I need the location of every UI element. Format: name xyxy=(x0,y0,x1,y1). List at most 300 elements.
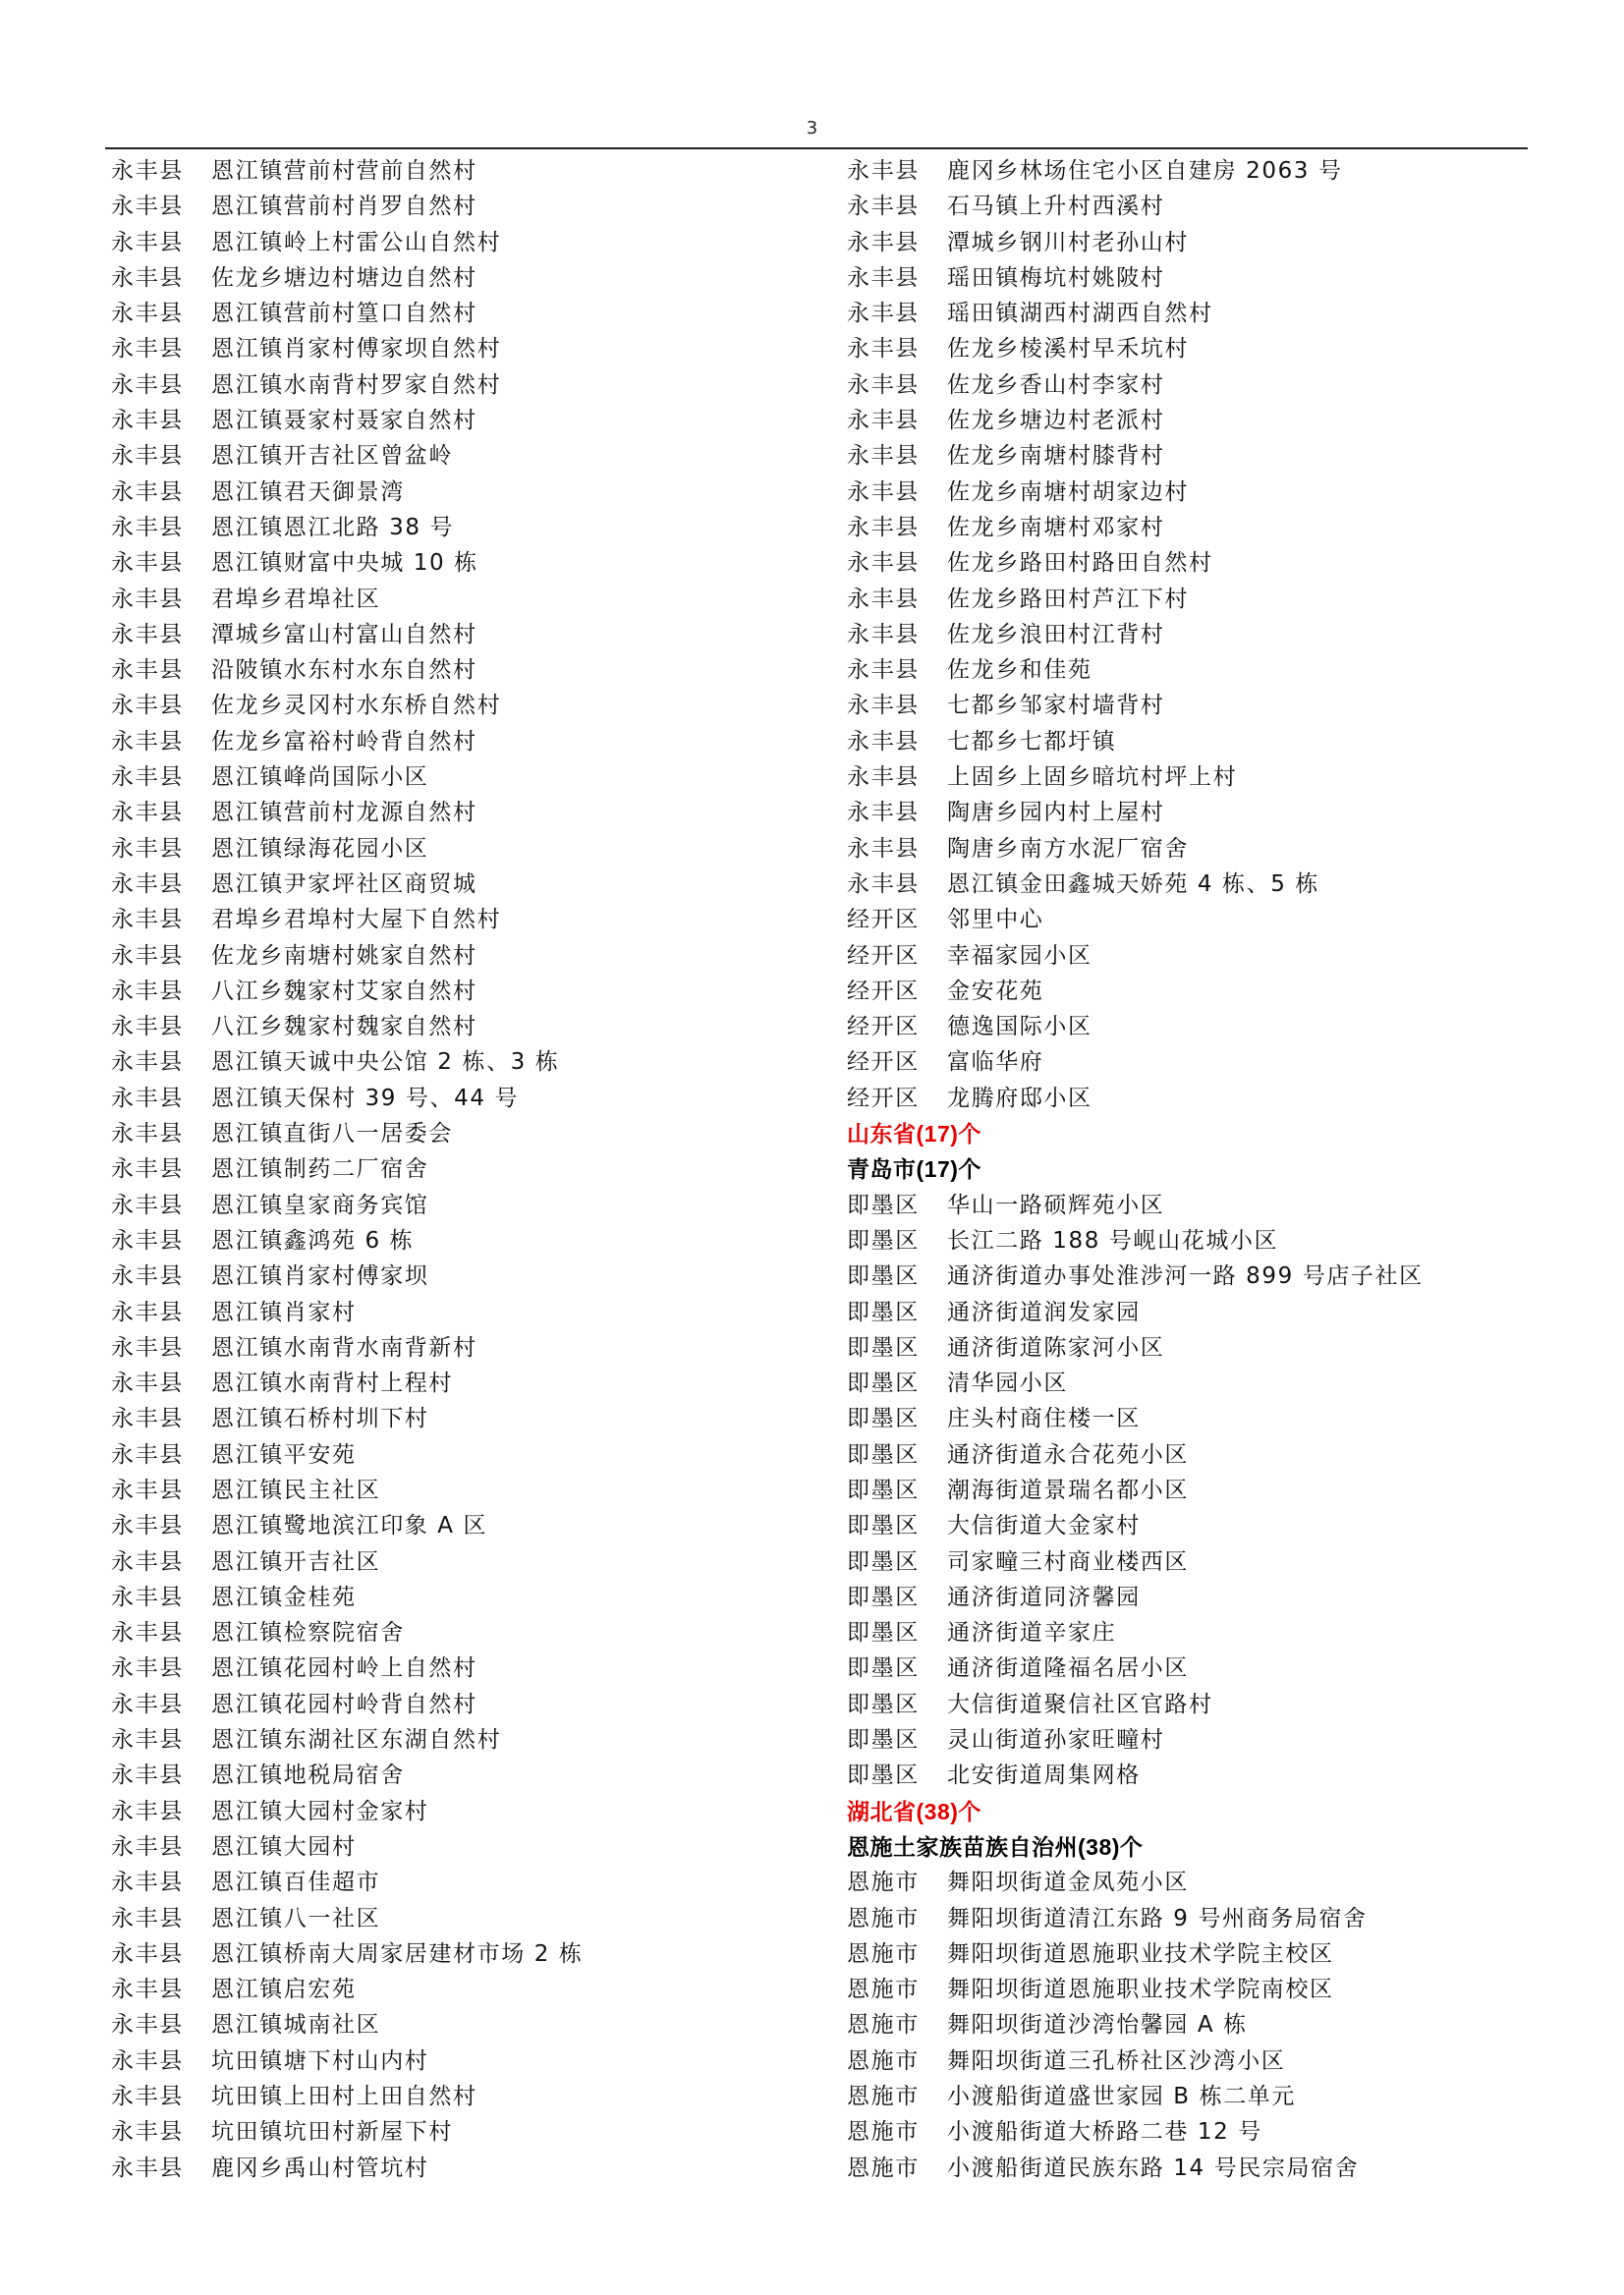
list-item xyxy=(111,1009,838,1044)
county-name: 永丰县 xyxy=(847,478,920,505)
county-name: 永丰县 xyxy=(111,1334,184,1361)
list-item xyxy=(847,1651,1525,1686)
county-name: 永丰县 xyxy=(111,514,184,540)
list-item xyxy=(847,1901,1525,1936)
right-column xyxy=(847,153,1525,2186)
list-item xyxy=(111,1508,838,1543)
address: 八江乡魏家村艾家自然村 xyxy=(211,978,477,1004)
address: 舞阳坝街道清江东路 9 号州商务局宿舍 xyxy=(947,1905,1368,1931)
list-item xyxy=(111,367,838,403)
address: 恩江镇恩江北路 38 号 xyxy=(211,514,455,540)
county-name: 永丰县 xyxy=(111,1655,184,1682)
address: 华山一路硕辉苑小区 xyxy=(947,1192,1165,1218)
address: 七都乡七都圩镇 xyxy=(947,728,1117,755)
address: 君埠乡君埠村大屋下自然村 xyxy=(211,907,502,933)
address: 舞阳坝街道恩施职业技术学院主校区 xyxy=(947,1940,1334,1967)
list-item xyxy=(847,2043,1525,2079)
list-item xyxy=(111,2079,838,2114)
address: 北安街道周集网格 xyxy=(947,1763,1141,1789)
county-name: 永丰县 xyxy=(111,336,184,363)
province-heading: 山东省(17)个 xyxy=(847,1121,981,1148)
county-name: 永丰县 xyxy=(847,870,920,897)
address: 潭城乡钢川村老孙山村 xyxy=(947,229,1189,255)
address: 恩江镇君天御景湾 xyxy=(211,478,405,505)
address: 小渡船街道盛世家园 B 栋二单元 xyxy=(947,2084,1297,2110)
list-item xyxy=(847,1508,1525,1543)
address: 恩江镇大园村 xyxy=(211,1833,357,1860)
list-item xyxy=(111,1259,838,1294)
address: 恩江镇开吉社区曾盆岭 xyxy=(211,443,453,470)
list-item xyxy=(111,260,838,296)
list-item xyxy=(847,1580,1525,1615)
county-name: 永丰县 xyxy=(111,1940,184,1967)
county-name: 永丰县 xyxy=(111,942,184,969)
list-item xyxy=(111,403,838,438)
list-item xyxy=(847,2079,1525,2114)
list-item xyxy=(111,2114,838,2150)
address: 恩江镇水南背村上程村 xyxy=(211,1371,453,1397)
list-item xyxy=(111,688,838,723)
county-name: 即墨区 xyxy=(847,1727,920,1754)
county-name: 永丰县 xyxy=(847,408,920,434)
list-item xyxy=(847,1437,1525,1473)
address: 舞阳坝街道沙湾怡馨园 A 栋 xyxy=(947,2012,1248,2039)
list-item xyxy=(111,1223,838,1259)
county-name: 永丰县 xyxy=(847,301,920,327)
list-item xyxy=(111,1116,838,1151)
county-name: 永丰县 xyxy=(111,870,184,897)
county-name: 恩施市 xyxy=(847,2012,920,2039)
list-item xyxy=(111,1722,838,1758)
list-item xyxy=(111,1473,838,1508)
county-name: 恩施市 xyxy=(847,1870,920,1896)
county-name: 恩施市 xyxy=(847,2084,920,2110)
county-name: 即墨区 xyxy=(847,1584,920,1610)
list-item xyxy=(111,974,838,1009)
list-item xyxy=(111,1081,838,1116)
list-item xyxy=(111,1188,838,1223)
county-name: 永丰县 xyxy=(111,1227,184,1254)
address: 坑田镇上田村上田自然村 xyxy=(211,2084,477,2110)
address: 潮海街道景瑞名都小区 xyxy=(947,1477,1189,1503)
county-name: 经开区 xyxy=(847,1014,920,1040)
county-name: 永丰县 xyxy=(111,1763,184,1789)
county-name: 永丰县 xyxy=(847,693,920,719)
address: 恩江镇营前村营前自然村 xyxy=(211,158,477,184)
county-name: 永丰县 xyxy=(111,1406,184,1432)
address: 恩江镇桥南大周家居建材市场 2 栋 xyxy=(211,1940,584,1967)
county-name: 恩施市 xyxy=(847,2155,920,2181)
list-item xyxy=(111,225,838,260)
address: 恩江镇营前村篁口自然村 xyxy=(211,301,477,327)
address: 恩江镇八一社区 xyxy=(211,1905,381,1931)
list-item xyxy=(111,438,838,474)
list-item xyxy=(847,1295,1525,1330)
county-name: 永丰县 xyxy=(847,264,920,291)
county-name: 恩施市 xyxy=(847,1977,920,2003)
county-name: 永丰县 xyxy=(847,728,920,755)
list-item xyxy=(847,688,1525,723)
list-item xyxy=(847,938,1525,974)
list-item xyxy=(847,1722,1525,1758)
address: 通济街道润发家园 xyxy=(947,1299,1141,1325)
list-item xyxy=(111,831,838,867)
list-item xyxy=(111,1544,838,1580)
address: 恩江镇石桥村圳下村 xyxy=(211,1406,429,1432)
address: 恩江镇鑫鸿苑 6 栋 xyxy=(211,1227,415,1254)
address: 恩江镇城南社区 xyxy=(211,2012,381,2039)
list-item xyxy=(111,510,838,545)
list-item xyxy=(847,902,1525,937)
address: 瑶田镇梅坑村姚陂村 xyxy=(947,264,1165,291)
city-heading: 恩施土家族苗族自治州(38)个 xyxy=(847,1833,1144,1860)
county-name: 永丰县 xyxy=(111,1014,184,1040)
list-item xyxy=(847,510,1525,545)
county-name: 永丰县 xyxy=(847,371,920,398)
county-name: 永丰县 xyxy=(111,835,184,862)
list-item xyxy=(847,1473,1525,1508)
county-name: 永丰县 xyxy=(111,1977,184,2003)
list-item xyxy=(111,1580,838,1615)
county-name: 永丰县 xyxy=(111,1513,184,1539)
county-name: 永丰县 xyxy=(111,1371,184,1397)
county-name: 永丰县 xyxy=(847,194,920,220)
county-name: 永丰县 xyxy=(111,764,184,791)
county-name: 即墨区 xyxy=(847,1655,920,1682)
county-name: 永丰县 xyxy=(111,194,184,220)
county-name: 永丰县 xyxy=(111,907,184,933)
county-name: 即墨区 xyxy=(847,1691,920,1717)
list-item xyxy=(847,403,1525,438)
province-heading: 湖北省(38)个 xyxy=(847,1798,981,1824)
address: 恩江镇百佳超市 xyxy=(211,1870,381,1896)
list-item xyxy=(847,1044,1525,1080)
list-item xyxy=(847,2151,1525,2186)
list-item xyxy=(847,1188,1525,1223)
list-item xyxy=(847,1259,1525,1294)
county-name: 永丰县 xyxy=(847,158,920,184)
list-item xyxy=(111,1366,838,1401)
address: 长江二路 188 号岘山花城小区 xyxy=(947,1227,1279,1254)
address: 通济街道隆福名居小区 xyxy=(947,1655,1189,1682)
address: 恩江镇水南背村罗家自然村 xyxy=(211,371,502,398)
county-name: 永丰县 xyxy=(111,229,184,255)
list-item xyxy=(111,1972,838,2007)
address: 恩江镇鹭地滨江印象 A 区 xyxy=(211,1513,488,1539)
county-name: 恩施市 xyxy=(847,1905,920,1931)
list-item xyxy=(111,1295,838,1330)
address: 佐龙乡塘边村塘边自然村 xyxy=(211,264,477,291)
county-name: 永丰县 xyxy=(111,478,184,505)
left-column xyxy=(111,153,838,2186)
county-name: 永丰县 xyxy=(111,1548,184,1575)
county-name: 永丰县 xyxy=(847,657,920,684)
list-item xyxy=(111,938,838,974)
list-item xyxy=(847,831,1525,867)
county-name: 即墨区 xyxy=(847,1406,920,1432)
list-item xyxy=(111,1936,838,1972)
county-name: 永丰县 xyxy=(111,621,184,647)
list-item xyxy=(111,1687,838,1722)
list-item xyxy=(847,724,1525,759)
address: 瑶田镇湖西村湖西自然村 xyxy=(947,301,1213,327)
county-name: 永丰县 xyxy=(847,336,920,363)
address: 佐龙乡灵冈村水东桥自然村 xyxy=(211,693,502,719)
address: 佐龙乡富裕村岭背自然村 xyxy=(211,728,477,755)
county-name: 永丰县 xyxy=(111,586,184,612)
address: 恩江镇聂家村聂家自然村 xyxy=(211,408,477,434)
address: 大信街道大金家村 xyxy=(947,1513,1141,1539)
county-name: 永丰县 xyxy=(111,408,184,434)
list-item xyxy=(111,1865,838,1900)
address: 佐龙乡南塘村胡家边村 xyxy=(947,478,1189,505)
list-item xyxy=(111,617,838,652)
county-name: 经开区 xyxy=(847,942,920,969)
list-item xyxy=(847,1936,1525,1972)
list-item xyxy=(111,1758,838,1793)
county-name: 永丰县 xyxy=(111,800,184,826)
county-name: 永丰县 xyxy=(111,1477,184,1503)
address: 沿陂镇水东村水东自然村 xyxy=(211,657,477,684)
list-item xyxy=(111,1651,838,1686)
list-item xyxy=(111,867,838,902)
address: 鹿冈乡禹山村管坑村 xyxy=(211,2155,429,2181)
list-item xyxy=(847,225,1525,260)
list-item xyxy=(847,652,1525,688)
address: 幸福家园小区 xyxy=(947,942,1092,969)
county-name: 永丰县 xyxy=(111,2155,184,2181)
address: 坑田镇坑田村新屋下村 xyxy=(211,2119,453,2146)
list-item xyxy=(111,582,838,617)
county-name: 永丰县 xyxy=(111,1049,184,1076)
county-name: 永丰县 xyxy=(111,1870,184,1896)
county-name: 永丰县 xyxy=(111,1798,184,1824)
county-name: 永丰县 xyxy=(111,2047,184,2074)
county-name: 永丰县 xyxy=(111,550,184,577)
list-item xyxy=(847,1401,1525,1436)
county-name: 即墨区 xyxy=(847,1513,920,1539)
address: 佐龙乡棱溪村早禾坑村 xyxy=(947,336,1189,363)
county-name: 永丰县 xyxy=(111,1156,184,1183)
list-item xyxy=(111,475,838,510)
county-name: 永丰县 xyxy=(111,2119,184,2146)
address: 恩江镇岭上村雷公山自然村 xyxy=(211,229,502,255)
address: 潭城乡富山村富山自然村 xyxy=(211,621,477,647)
list-item xyxy=(111,724,838,759)
county-name: 永丰县 xyxy=(847,229,920,255)
county-name: 永丰县 xyxy=(111,371,184,398)
list-item xyxy=(111,759,838,795)
address: 恩江镇肖家村 xyxy=(211,1299,357,1325)
county-name: 永丰县 xyxy=(111,1085,184,1111)
address: 佐龙乡塘边村老派村 xyxy=(947,408,1165,434)
county-name: 经开区 xyxy=(847,978,920,1004)
county-name: 永丰县 xyxy=(847,514,920,540)
list-item xyxy=(111,545,838,581)
address: 佐龙乡南塘村姚家自然村 xyxy=(211,942,477,969)
list-item xyxy=(847,1972,1525,2007)
county-name: 永丰县 xyxy=(111,1905,184,1931)
list-item xyxy=(111,1437,838,1473)
county-name: 永丰县 xyxy=(111,1727,184,1754)
county-name: 永丰县 xyxy=(111,1584,184,1610)
county-name: 永丰县 xyxy=(847,764,920,791)
list-item xyxy=(847,438,1525,474)
address: 恩江镇尹家坪社区商贸城 xyxy=(211,870,477,897)
address: 德逸国际小区 xyxy=(947,1014,1092,1040)
address: 佐龙乡路田村路田自然村 xyxy=(947,550,1213,577)
county-name: 永丰县 xyxy=(111,1833,184,1860)
county-name: 永丰县 xyxy=(847,586,920,612)
county-name: 永丰县 xyxy=(111,1441,184,1468)
county-name: 永丰县 xyxy=(111,2084,184,2110)
address: 佐龙乡浪田村江背村 xyxy=(947,621,1165,647)
address: 恩江镇金田鑫城天娇苑 4 栋、5 栋 xyxy=(947,870,1319,897)
list-item xyxy=(111,153,838,189)
list-item xyxy=(111,331,838,366)
list-item xyxy=(847,331,1525,366)
county-name: 即墨区 xyxy=(847,1477,920,1503)
list-item xyxy=(847,1544,1525,1580)
county-name: 经开区 xyxy=(847,907,920,933)
list-item xyxy=(847,1758,1525,1793)
address: 佐龙乡南塘村膝背村 xyxy=(947,443,1165,470)
list-item xyxy=(111,652,838,688)
list-item xyxy=(847,189,1525,224)
list-item xyxy=(111,1330,838,1366)
list-item xyxy=(111,2007,838,2043)
address: 恩江镇平安苑 xyxy=(211,1441,357,1468)
address: 舞阳坝街道金凤苑小区 xyxy=(947,1870,1189,1896)
address: 小渡船街道民族东路 14 号民宗局宿舍 xyxy=(947,2155,1360,2181)
list-item xyxy=(847,367,1525,403)
county-name: 永丰县 xyxy=(111,978,184,1004)
address: 上固乡上固乡暗坑村坪上村 xyxy=(947,764,1238,791)
address: 龙腾府邸小区 xyxy=(947,1085,1092,1111)
list-item xyxy=(111,902,838,937)
list-item xyxy=(847,795,1525,830)
address: 恩江镇水南背水南背新村 xyxy=(211,1334,477,1361)
list-item xyxy=(847,1687,1525,1722)
address: 大信街道聚信社区官路村 xyxy=(947,1691,1213,1717)
county-name: 永丰县 xyxy=(111,1192,184,1218)
list-item xyxy=(111,1615,838,1651)
address: 佐龙乡香山村李家村 xyxy=(947,371,1165,398)
county-name: 永丰县 xyxy=(111,1263,184,1290)
address: 金安花苑 xyxy=(947,978,1044,1004)
address: 恩江镇肖家村傅家坝自然村 xyxy=(211,336,502,363)
list-item xyxy=(847,2114,1525,2150)
list-item xyxy=(111,2151,838,2186)
address: 八江乡魏家村魏家自然村 xyxy=(211,1014,477,1040)
list-item xyxy=(847,759,1525,795)
list-item xyxy=(847,153,1525,189)
address: 恩江镇检察院宿舍 xyxy=(211,1620,405,1647)
address: 恩江镇地税局宿舍 xyxy=(211,1763,405,1789)
address: 恩江镇皇家商务宾馆 xyxy=(211,1192,429,1218)
county-name: 永丰县 xyxy=(111,301,184,327)
address: 清华园小区 xyxy=(947,1371,1068,1397)
address: 恩江镇东湖社区东湖自然村 xyxy=(211,1727,502,1754)
address: 恩江镇营前村肖罗自然村 xyxy=(211,194,477,220)
county-name: 经开区 xyxy=(847,1085,920,1111)
county-name: 即墨区 xyxy=(847,1441,920,1468)
list-item xyxy=(847,867,1525,902)
county-name: 即墨区 xyxy=(847,1620,920,1647)
address: 舞阳坝街道三孔桥社区沙湾小区 xyxy=(947,2047,1286,2074)
list-item xyxy=(111,795,838,830)
list-item xyxy=(111,1401,838,1436)
address: 通济街道同济馨园 xyxy=(947,1584,1141,1610)
address: 小渡船街道大桥路二巷 12 号 xyxy=(947,2119,1262,2146)
address: 邻里中心 xyxy=(947,907,1044,933)
address: 陶唐乡南方水泥厂宿舍 xyxy=(947,835,1189,862)
address: 佐龙乡路田村芦江下村 xyxy=(947,586,1189,612)
county-name: 永丰县 xyxy=(111,1299,184,1325)
county-name: 即墨区 xyxy=(847,1192,920,1218)
county-name: 永丰县 xyxy=(847,443,920,470)
list-item xyxy=(847,1330,1525,1366)
county-name: 永丰县 xyxy=(111,1620,184,1647)
address: 恩江镇大园村金家村 xyxy=(211,1798,429,1824)
county-name: 永丰县 xyxy=(111,158,184,184)
list-item xyxy=(847,296,1525,331)
address: 鹿冈乡林场住宅小区自建房 2063 号 xyxy=(947,158,1343,184)
county-name: 永丰县 xyxy=(111,1691,184,1717)
county-name: 恩施市 xyxy=(847,1940,920,1967)
county-name: 永丰县 xyxy=(847,800,920,826)
header-rule xyxy=(105,147,1528,149)
county-name: 即墨区 xyxy=(847,1334,920,1361)
address: 通济街道办事处淮涉河一路 899 号店子社区 xyxy=(947,1263,1424,1290)
list-item xyxy=(111,1151,838,1187)
list-item xyxy=(847,260,1525,296)
county-name: 即墨区 xyxy=(847,1299,920,1325)
county-name: 永丰县 xyxy=(111,693,184,719)
county-name: 永丰县 xyxy=(847,550,920,577)
address: 通济街道陈家河小区 xyxy=(947,1334,1165,1361)
list-item xyxy=(111,189,838,224)
address: 庄头村商住楼一区 xyxy=(947,1406,1141,1432)
address: 恩江镇肖家村傅家坝 xyxy=(211,1263,429,1290)
list-item xyxy=(847,1615,1525,1651)
list-item xyxy=(847,617,1525,652)
address: 陶唐乡园内村上屋村 xyxy=(947,800,1165,826)
address: 恩江镇制药二厂宿舍 xyxy=(211,1156,429,1183)
county-name: 即墨区 xyxy=(847,1263,920,1290)
address: 恩江镇花园村岭上自然村 xyxy=(211,1655,477,1682)
list-item xyxy=(111,2043,838,2079)
list-item xyxy=(111,296,838,331)
address: 恩江镇金桂苑 xyxy=(211,1584,357,1610)
county-name: 即墨区 xyxy=(847,1548,920,1575)
list-item xyxy=(847,1081,1525,1116)
list-item xyxy=(847,1223,1525,1259)
address: 恩江镇民主社区 xyxy=(211,1477,381,1503)
county-name: 永丰县 xyxy=(111,1121,184,1148)
address: 恩江镇峰尚国际小区 xyxy=(211,764,429,791)
list-item xyxy=(111,1044,838,1080)
address: 恩江镇天保村 39 号、44 号 xyxy=(211,1085,520,1111)
address: 石马镇上升村西溪村 xyxy=(947,194,1165,220)
list-item xyxy=(111,1829,838,1865)
list-item xyxy=(111,1794,838,1829)
county-name: 永丰县 xyxy=(111,2012,184,2039)
address: 恩江镇营前村龙源自然村 xyxy=(211,800,477,826)
list-item xyxy=(847,974,1525,1009)
address: 坑田镇塘下村山内村 xyxy=(211,2047,429,2074)
list-item xyxy=(111,1901,838,1936)
